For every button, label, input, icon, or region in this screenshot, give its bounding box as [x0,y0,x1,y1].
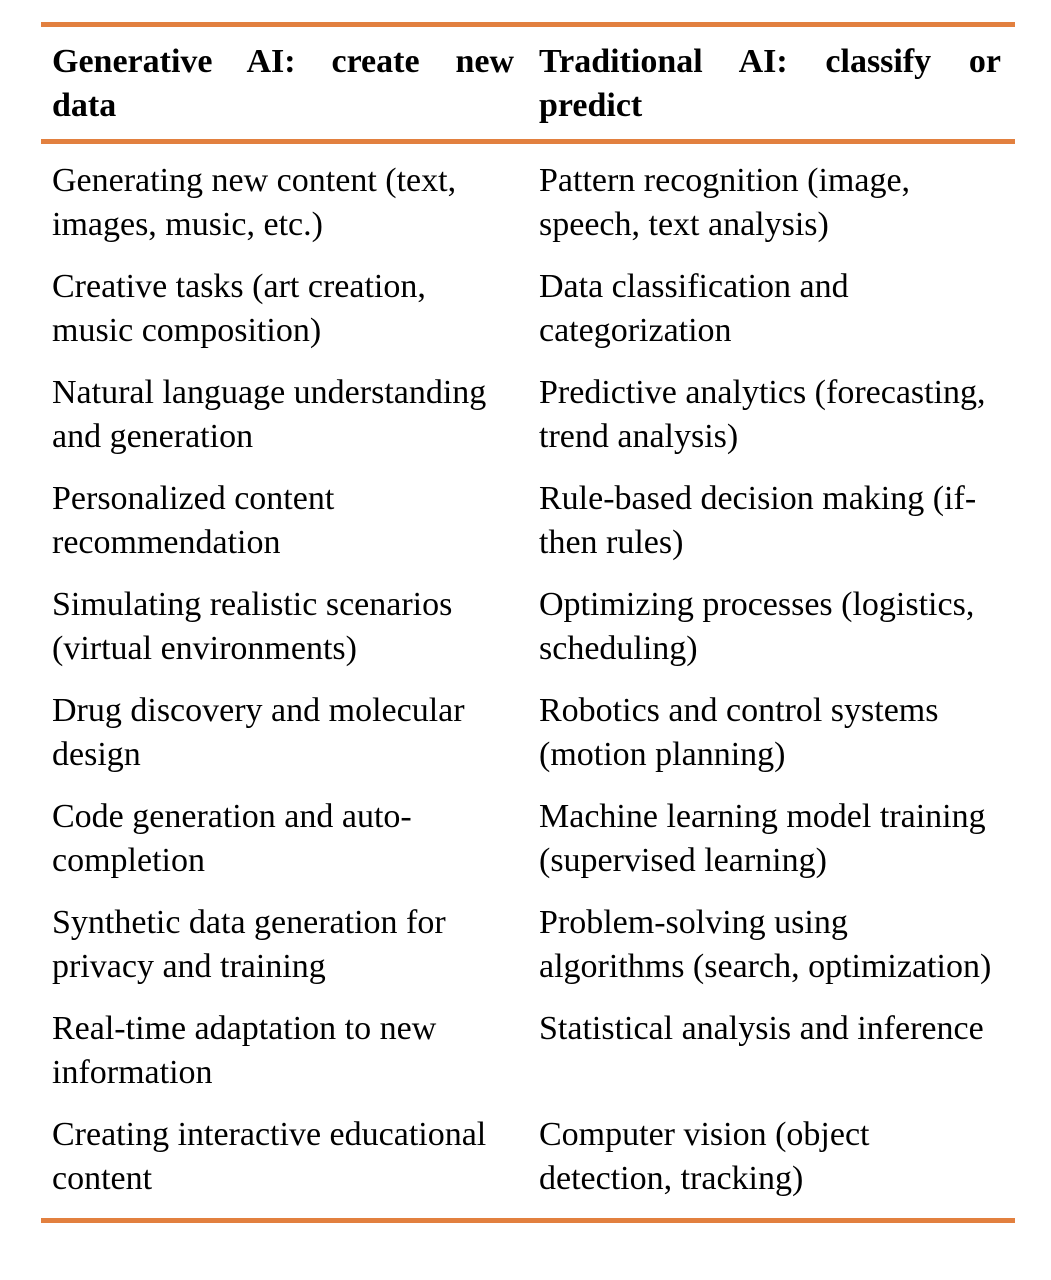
ai-comparison-table-body [41,144,1015,1218]
cell-generative-5 [41,574,528,680]
cell-generative-7 [41,786,528,892]
column-header-traditional-ai [528,27,1015,139]
table-header [41,27,1015,139]
header-line-2: data [52,87,117,124]
cell-traditional-8 [528,892,1015,998]
header-row [41,27,1015,139]
table-row [41,892,1015,998]
body-bottom-spacer [41,1210,1015,1218]
table-row [41,680,1015,786]
table-row [41,786,1015,892]
cell-text: Predictive analytics (forecasting, trend analysis) [539,374,986,455]
cell-text: Optimizing processes (logistics, scheduling) [539,586,975,667]
cell-traditional-1 [528,150,1015,256]
table-bottom-rule [41,1218,1015,1223]
cell-generative-10 [41,1104,528,1210]
cell-text: Synthetic data generation for privacy and training [52,904,446,985]
cell-traditional-9 [528,998,1015,1104]
column-header-traditional-ai-text [539,40,1001,128]
table-row [41,256,1015,362]
column-header-generative-ai-text [52,40,514,128]
cell-generative-9 [41,998,528,1104]
cell-text: Robotics and control systems (motion planning) [539,692,939,773]
cell-text: Natural language understanding and generation [52,374,487,455]
cell-text: Pattern recognition (image, speech, text analysis) [539,162,911,243]
cell-traditional-6 [528,680,1015,786]
cell-text: Creating interactive educational content [52,1116,487,1197]
cell-generative-2 [41,256,528,362]
cell-text: Computer vision (object detection, tracking) [539,1116,870,1197]
cell-generative-3 [41,362,528,468]
cell-text: Simulating realistic scenarios (virtual environments) [52,586,453,667]
cell-generative-8 [41,892,528,998]
table-body [41,144,1015,1218]
cell-text: Code generation and auto-completion [52,798,412,879]
cell-text: Rule-based decision making (if-then rules) [539,480,977,561]
cell-text: Creative tasks (art creation, music composition) [52,268,426,349]
table-row [41,1104,1015,1210]
ai-comparison-table [41,27,1015,139]
cell-traditional-4 [528,468,1015,574]
cell-text: Problem-solving using algorithms (search, optimization) [539,904,992,985]
cell-generative-4 [41,468,528,574]
table-row [41,362,1015,468]
cell-text: Statistical analysis and inference [539,1010,984,1047]
cell-traditional-3 [528,362,1015,468]
cell-generative-1 [41,150,528,256]
cell-text: Data classification and categorization [539,268,849,349]
cell-text: Machine learning model training (supervised learning) [539,798,986,879]
header-line-1: Traditional AI: classify or [539,43,1001,80]
cell-traditional-5 [528,574,1015,680]
cell-traditional-10 [528,1104,1015,1210]
cell-traditional-2 [528,256,1015,362]
cell-text: Drug discovery and molecular design [52,692,465,773]
column-header-generative-ai [41,27,528,139]
table-row [41,998,1015,1104]
cell-text: Real-time adaptation to new information [52,1010,437,1091]
comparison-table-container [41,22,1015,1223]
cell-traditional-7 [528,786,1015,892]
table-row [41,574,1015,680]
cell-text: Personalized content recommendation [52,480,335,561]
table-row [41,150,1015,256]
header-line-2: predict [539,87,643,124]
table-row [41,468,1015,574]
header-line-1: Generative AI: create new [52,43,514,80]
cell-generative-6 [41,680,528,786]
cell-text: Generating new content (text, images, music, etc.) [52,162,457,243]
